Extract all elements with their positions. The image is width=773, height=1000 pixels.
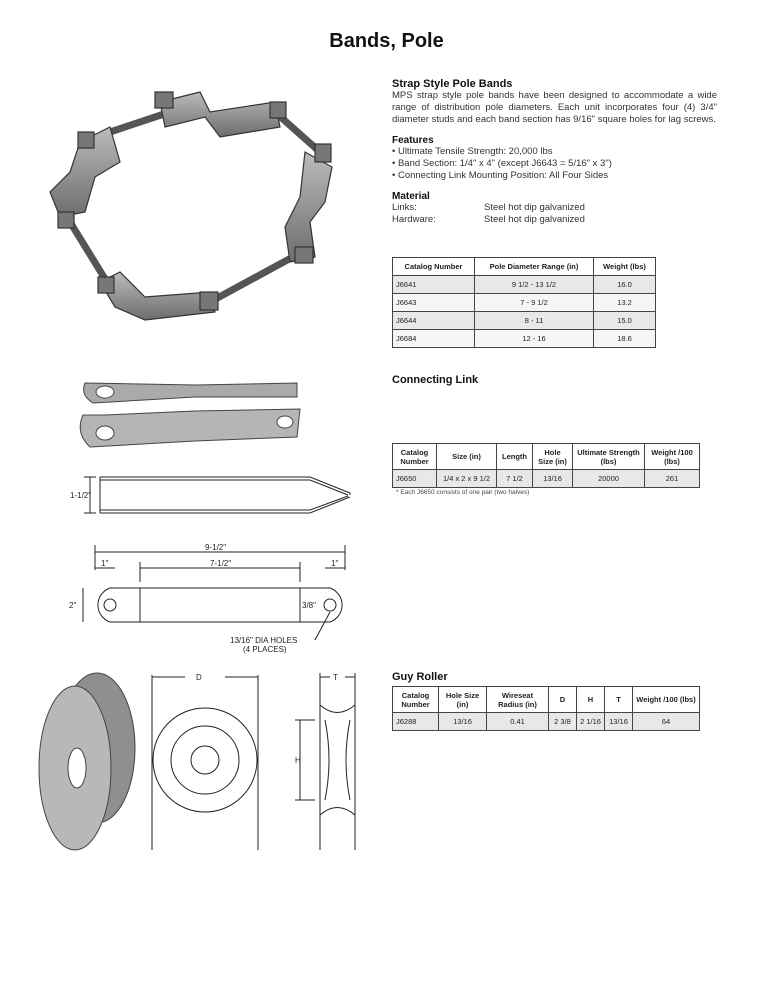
table-cell: J6641 — [393, 276, 475, 294]
roller-table — [392, 686, 700, 731]
dim-end-left: 1" — [101, 559, 109, 568]
link-top-drawing — [65, 540, 365, 655]
table-header: Ultimate Strength (lbs) — [573, 444, 645, 470]
table-cell: J6684 — [393, 330, 475, 348]
roller-title: Guy Roller — [392, 671, 448, 683]
dim-t: T — [333, 673, 338, 682]
features-heading: Features — [392, 135, 434, 146]
material-key: Links: — [392, 202, 417, 213]
table-cell: J6650 — [393, 470, 437, 488]
roller-side-drawing — [285, 665, 375, 855]
table-cell: J6288 — [393, 713, 439, 731]
material-heading: Material — [392, 191, 430, 202]
feature-item: • Ultimate Tensile Strength: 20,000 lbs — [392, 146, 553, 157]
dim-overall: 9-1/2" — [205, 543, 227, 552]
dim-end-right: 1" — [331, 559, 339, 568]
material-value: Steel hot dip galvanized — [484, 214, 585, 225]
table-cell: 15.0 — [594, 312, 656, 330]
table-header: H — [577, 687, 605, 713]
roller-front-drawing — [140, 665, 265, 855]
table-header: Catalog Number — [393, 444, 437, 470]
page-title: Bands, Pole — [329, 30, 444, 52]
dim-center: 7-1/2" — [210, 559, 232, 568]
table-cell: 13/16 — [605, 713, 633, 731]
table-cell: 261 — [645, 470, 700, 488]
table-cell: J6644 — [393, 312, 475, 330]
table-header: Hole Size (in) — [439, 687, 487, 713]
table-header: D — [549, 687, 577, 713]
feature-item: • Connecting Link Mounting Position: All Four Sides — [392, 170, 609, 181]
table-header: T — [605, 687, 633, 713]
table-row — [393, 470, 700, 488]
guy-roller-image — [35, 668, 140, 858]
table-cell: 20000 — [573, 470, 645, 488]
table-header: Hole Size (in) — [533, 444, 573, 470]
table-header: Wireseat Radius (in) — [487, 687, 549, 713]
strap-title: Strap Style Pole Bands — [392, 78, 513, 90]
table-cell: 13.2 — [594, 294, 656, 312]
table-header: Size (in) — [437, 444, 497, 470]
material-key: Hardware: — [392, 214, 436, 225]
dim-d: D — [196, 673, 202, 682]
table-header: Catalog Number — [393, 687, 439, 713]
table-cell: 7 1/2 — [497, 470, 533, 488]
material-value: Steel hot dip galvanized — [484, 202, 585, 213]
table-cell: 9 1/2 - 13 1/2 — [475, 276, 594, 294]
table-cell: 2 1/16 — [577, 713, 605, 731]
connecting-link-image — [75, 375, 305, 455]
table-row — [393, 294, 656, 312]
dim-h: H — [295, 756, 301, 765]
table-cell: 0.41 — [487, 713, 549, 731]
table-cell: 2 3/8 — [549, 713, 577, 731]
table-header: Pole Diameter Range (in) — [475, 258, 594, 276]
holes-label: 13/16" DIA HOLES — [230, 636, 298, 645]
pole-band-image — [40, 72, 340, 327]
holes-count: (4 PLACES) — [243, 645, 287, 654]
table-cell: 16.0 — [594, 276, 656, 294]
table-header: Length — [497, 444, 533, 470]
table-row — [393, 330, 656, 348]
table-cell: 18.6 — [594, 330, 656, 348]
link-table — [392, 443, 700, 488]
table-row — [393, 713, 700, 731]
dim-width: 2" — [69, 601, 77, 610]
table-cell: 64 — [633, 713, 700, 731]
table-header: Catalog Number — [393, 258, 475, 276]
table-cell: 1/4 x 2 x 9 1/2 — [437, 470, 497, 488]
dim-thick: 3/8" — [302, 601, 316, 610]
strap-table — [392, 257, 656, 348]
dim-side: 1-1/2" — [70, 491, 92, 500]
table-header: Weight (lbs) — [594, 258, 656, 276]
table-cell: 13/16 — [533, 470, 573, 488]
table-cell: 12 - 16 — [475, 330, 594, 348]
link-title: Connecting Link — [392, 374, 479, 386]
link-side-drawing — [70, 465, 360, 525]
table-cell: 8 - 11 — [475, 312, 594, 330]
table-row — [393, 276, 656, 294]
feature-item: • Band Section: 1/4" x 4" (except J6643 = 5/16" x 3") — [392, 158, 612, 169]
table-header: Weight /100 (lbs) — [645, 444, 700, 470]
table-cell: 13/16 — [439, 713, 487, 731]
table-cell: 7 - 9 1/2 — [475, 294, 594, 312]
table-header: Weight /100 (lbs) — [633, 687, 700, 713]
strap-description: MPS strap style pole bands have been designed to accommodate a wide range of distribution pole diameters. Each unit incorporates four (4) 3/4" diameter studs and each band section has 9/16" square holes for lag screws. — [392, 90, 717, 125]
table-cell: J6643 — [393, 294, 475, 312]
link-note: * Each J6650 consists of one pair (two halves) — [396, 489, 530, 496]
table-row — [393, 312, 656, 330]
